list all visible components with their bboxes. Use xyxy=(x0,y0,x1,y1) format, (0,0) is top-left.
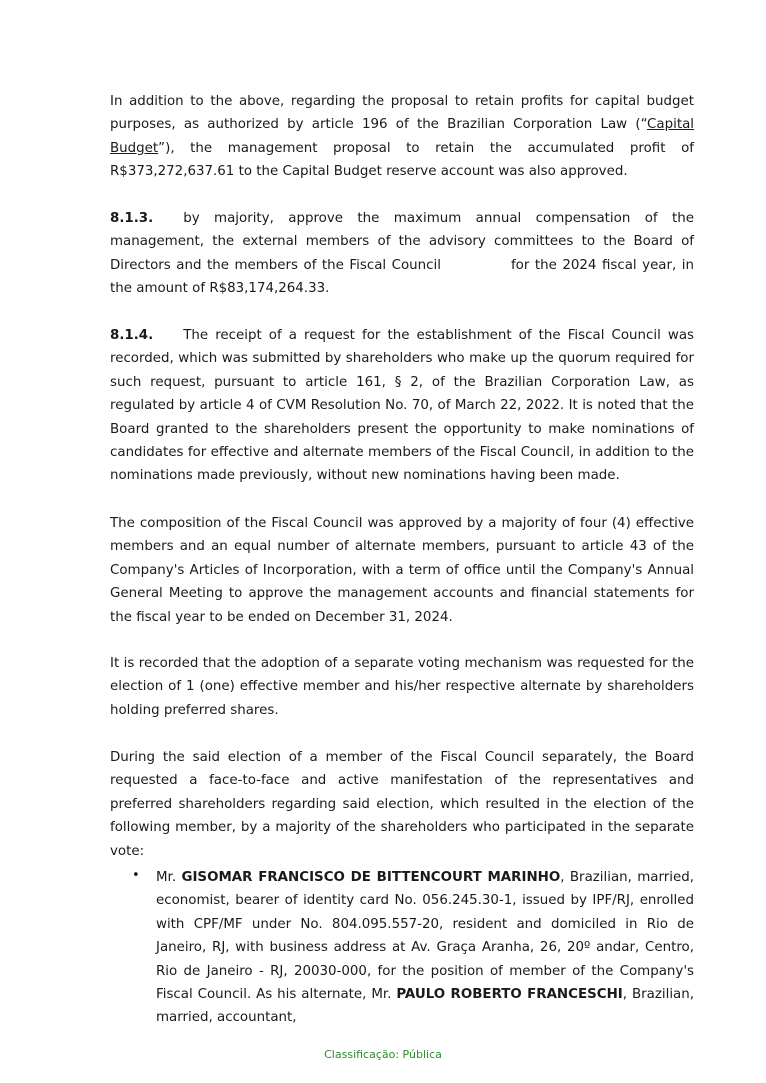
classification-footer: Classificação: Pública xyxy=(324,1048,442,1061)
member-details: , Brazilian, married, economist, bearer of identity card No. 056.245.30-1, issued by IPF/RJ, enrolled with CPF/MF under No. 804.095.557-20, resident and domiciled in Rio de Janeiro, RJ, with business address at Av. Graça Aranha, 26, 20º andar, Centro, Rio de Janeiro - RJ, 20030-000, for the position of member of the Company's Fiscal Council. As his alternate, Mr. xyxy=(156,870,695,1003)
list-item-member xyxy=(156,866,694,1030)
paragraph-separate-voting: It is recorded that the adoption of a separate voting mechanism was requested for the election of 1 (one) effective member and his/her respective alternate by shareholders holding preferred shares. xyxy=(110,656,694,718)
section-8-1-3-text-b: for the 2024 fiscal year, in the amount of R$83,174,264.33. xyxy=(110,257,694,297)
member-name-alternate: PAULO ROBERTO FRANCESCHI xyxy=(396,987,623,1003)
capital-budget-text-b: ”), the management proposal to retain the accumulated profit of R$373,272,637.61 to the Capital Budget reserve account was also approved. xyxy=(110,140,694,180)
section-8-1-3 xyxy=(110,207,694,301)
bullet-icon: • xyxy=(132,868,140,883)
section-8-1-4 xyxy=(110,324,694,488)
capital-budget-term: Capital Budget xyxy=(110,117,694,156)
section-number-8-1-4: 8.1.4. xyxy=(110,328,154,343)
member-prefix: Mr. xyxy=(156,870,182,885)
member-details-tail: , Brazilian, married, accountant, xyxy=(156,987,694,1026)
paragraph-capital-budget xyxy=(110,90,694,184)
section-8-1-3-text-a: by majority, approve the maximum annual compensation of the management, the external members of the advisory committees to the Board of Directors and the members of the Fiscal Council xyxy=(110,211,694,273)
section-number-8-1-3: 8.1.3. xyxy=(110,211,154,226)
section-8-1-4-text: The receipt of a request for the establishment of the Fiscal Council was recorded, which was submitted by shareholders who make up the quorum required for such request, pursuant to article 161, § 2, of the Brazilian Corporation Law, as regulated by article 4 of CVM Resolution No. 70, of March 22, 2022. It is noted that the Board granted to the shareholders present the opportunity to make nominations of candidates for effective and alternate members of the Fiscal Council, in addition to the nominations made previously, without new nominations having been made. xyxy=(110,328,694,484)
paragraph-election: During the said election of a member of the Fiscal Council separately, the Board requested a face-to-face and active manifestation of the representatives and preferred shareholders regarding said election, which resulted in the election of the following member, by a majority of the shareholders who participated in the separate vote: xyxy=(110,750,694,859)
capital-budget-text-a: In addition to the above, regarding the proposal to retain profits for capital budget purposes, as authorized by article 196 of the Brazilian Corporation Law (“ xyxy=(110,94,694,133)
member-name-effective: GISOMAR FRANCISCO DE BITTENCOURT MARINHO xyxy=(181,870,561,885)
paragraph-composition: The composition of the Fiscal Council was approved by a majority of four (4) effective members and an equal number of alternate members, pursuant to article 43 of the Company's Articles of Incorporation, with a term of office until the Company's Annual General Meeting to approve the management accounts and financial statements for the fiscal year to be ended on December 31, 2024. xyxy=(110,516,694,625)
